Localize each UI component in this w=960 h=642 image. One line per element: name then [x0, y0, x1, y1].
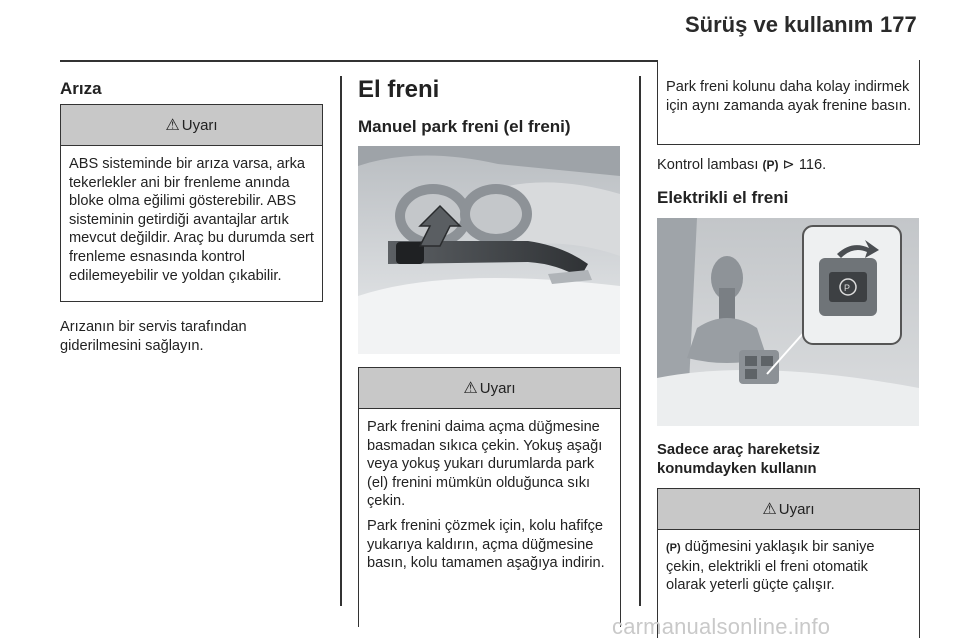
svg-text:P: P — [844, 283, 851, 293]
column-divider-left — [340, 76, 342, 606]
page-reference-icon: ⊳ — [782, 157, 795, 173]
brake-warning-lamp-icon: (P) — [762, 158, 779, 172]
continued-warning-box — [657, 60, 920, 145]
subsection-heading-manuel: Manuel park freni (el freni) — [358, 117, 571, 136]
warning-text-container — [666, 538, 911, 595]
warning-box-abs — [60, 104, 323, 302]
subsection-heading-stationary: Sadece araç hareketsiz konumdayken kullanın — [657, 442, 820, 477]
paragraph-service: Arızanın bir servis tarafından giderilmesini sağlayın. — [60, 319, 247, 354]
watermark-text: carmanualsonline.info — [612, 614, 831, 639]
page-number: 177 — [880, 12, 917, 37]
running-header-title: Sürüş ve kullanım — [685, 12, 874, 37]
handbrake-illustration — [358, 146, 620, 354]
warning-label: Uyarı — [778, 500, 815, 518]
parking-brake-switch-icon: (P) — [666, 542, 681, 554]
warning-text: düğmesini yaklaşık bir saniye çekin, elektrikli el freni otomatik olarak yeterli güçte çalışır. — [666, 539, 875, 594]
note-text: Park freni kolunu daha kolay indirmek için aynı zamanda ayak frenine basın. — [666, 79, 911, 114]
electric-brake-illustration — [657, 218, 919, 426]
indicator-prefix: Kontrol lambası — [657, 157, 759, 173]
column-divider-right — [639, 76, 641, 606]
warning-label: Uyarı — [479, 379, 516, 397]
warning-box-parking-brake — [358, 367, 621, 627]
warning-text-apply: Park frenini daima açma düğmesine basmadan sıkıca çekin. Yokuş aşağı veya yokuş yukarı durumlarda park (el) frenini mümkün olduğunca sıkı çekin. — [367, 419, 603, 510]
section-title-el-freni: El freni — [358, 76, 440, 103]
section-heading-electric: Elektrikli el freni — [657, 188, 789, 207]
warning-triangle-icon: ⚠ — [463, 380, 478, 397]
indicator-line — [657, 156, 917, 175]
warning-header — [61, 105, 322, 146]
manual-handbrake-photo — [358, 146, 620, 354]
section-heading-ariza: Arıza — [60, 79, 102, 98]
warning-label: Uyarı — [181, 116, 218, 134]
indicator-page-ref: 116. — [798, 157, 827, 173]
warning-header — [658, 489, 919, 530]
warning-triangle-icon: ⚠ — [165, 117, 180, 134]
warning-text: ABS sisteminde bir arıza varsa, arka tekerlekler ani bir frenleme anında bloke olma eğilimi gösterebilir. ABS sisteminin getirdiği avantajlar artık mevcut değildir. Araç bu durumda sert frenleme esnasında kontrol edilemeyebilir ve yoldan çıkabilir. — [69, 156, 314, 284]
warning-header — [359, 368, 620, 409]
electric-brake-photo — [657, 218, 919, 426]
warning-triangle-icon: ⚠ — [762, 501, 777, 518]
warning-text-release: Park frenini çözmek için, kolu hafifçe yukarıya kaldırın, açma düğmesine basın, kolu tamamen aşağıya indirin. — [367, 517, 605, 572]
